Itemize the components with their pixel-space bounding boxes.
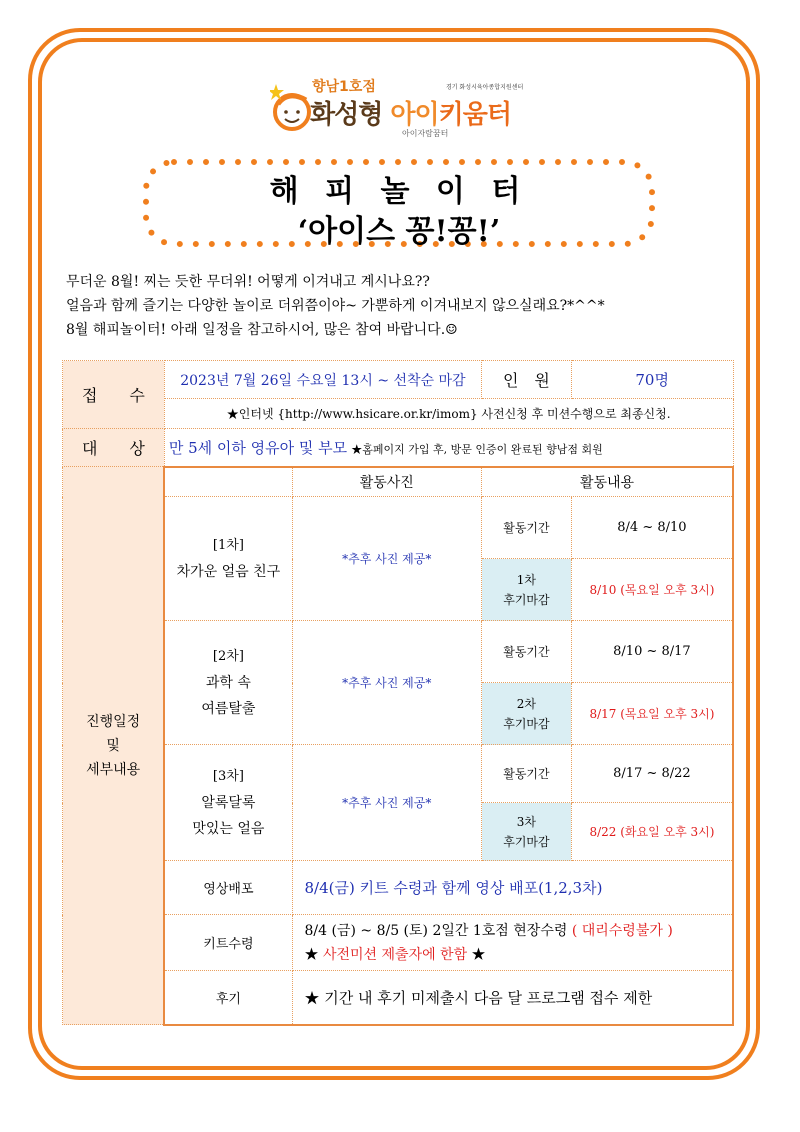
period-label: 활동기간	[482, 745, 572, 803]
kit-line-2	[305, 943, 728, 967]
logo-top-text: 향남1호점	[312, 79, 376, 95]
schedule-label	[63, 467, 165, 1025]
session-title	[164, 497, 292, 621]
kit-mission-note: 사전미션 제출자에 한함	[322, 946, 468, 963]
review-deadline-label	[482, 559, 572, 621]
star-icon: ★	[304, 946, 323, 963]
review-deadline-value: 8/22 (화요일 오후 3시)	[571, 803, 733, 861]
review-deadline-text: 후기마감	[503, 834, 550, 849]
session-photo: *추후 사진 제공*	[292, 621, 481, 745]
content-column-header: 활동내용	[482, 467, 734, 497]
logo-name	[310, 94, 511, 131]
review-round: 2차	[516, 696, 537, 711]
period-value: 8/10 ~ 8/17	[571, 621, 733, 683]
capacity-label: 인 원	[482, 361, 572, 399]
empty-header-cell	[164, 467, 292, 497]
logo-name-part1: 화성형	[310, 100, 391, 130]
reception-label: 접 수	[63, 361, 165, 429]
capacity-value: 70명	[571, 361, 733, 399]
intro-line: 8월 해피놀이터! 아래 일정을 참고하시어, 많은 참여 바랍니다.☺	[66, 322, 458, 338]
target-cell	[164, 429, 733, 467]
intro-line: 얼음과 함께 즐기는 다양한 놀이로 더위쯤이야~ 가뿐하게 이겨내보지 않으실래요?*^^*	[66, 298, 605, 314]
logo-sub-text: 아이자람꿈터	[402, 129, 449, 138]
period-value: 8/17 ~ 8/22	[571, 745, 733, 803]
session-round: [1차]	[212, 537, 244, 553]
logo-corner-text: 경기 화성시육아종합지원센터	[446, 84, 524, 91]
reception-date: 2023년 7월 26일 수요일 13시 ~ 선착순 마감	[164, 361, 481, 399]
schedule-label-line: 및	[106, 737, 120, 754]
session-round: [2차]	[212, 648, 244, 664]
title-box	[142, 158, 656, 248]
star-icon: ★	[467, 946, 486, 963]
video-value: 8/4(금) 키트 수령과 함께 영상 배포(1,2,3차)	[292, 861, 733, 915]
page-title: 해 피 놀 이 터	[269, 174, 529, 209]
review-deadline-value: 8/10 (목요일 오후 3시)	[571, 559, 733, 621]
session-name: 맛있는 얼음	[192, 820, 265, 837]
target-note: ★홈페이지 가입 후, 방문 인증이 완료된 향남점 회원	[351, 442, 603, 456]
photo-column-header: 활동사진	[292, 467, 481, 497]
logo-name-part2: 아이	[390, 100, 439, 130]
video-label: 영상배포	[164, 861, 292, 915]
logo	[270, 74, 530, 144]
session-round: [3차]	[212, 768, 244, 784]
intro-text	[66, 270, 605, 342]
target-label: 대 상	[63, 429, 165, 467]
review-rule: ★ 기간 내 후기 미제출시 다음 달 프로그램 접수 제한	[292, 971, 733, 1025]
target-value: 만 5세 이하 영유아 및 부모	[168, 438, 348, 457]
session-photo: *추후 사진 제공*	[292, 497, 481, 621]
session-name: 알록달록	[201, 794, 256, 811]
review-round: 3차	[516, 814, 537, 829]
schedule-label-line: 진행일정	[86, 713, 141, 730]
page-subtitle: ‘아이스 꽁!꽁!’	[297, 214, 501, 249]
period-label: 활동기간	[482, 621, 572, 683]
review-label: 후기	[164, 971, 292, 1025]
kit-label: 키트수령	[164, 915, 292, 971]
review-deadline-text: 후기마감	[503, 592, 550, 607]
review-round: 1차	[516, 572, 537, 587]
review-deadline-label	[482, 803, 572, 861]
kit-value	[292, 915, 733, 971]
kit-proxy-note: ( 대리수령불가 )	[571, 922, 673, 939]
smiley-face-icon	[270, 82, 314, 136]
session-photo: *추후 사진 제공*	[292, 745, 481, 861]
review-deadline-text: 후기마감	[503, 716, 550, 731]
session-name: 과학 속	[205, 674, 251, 691]
schedule-table	[62, 360, 734, 1026]
schedule-label-line: 세부내용	[86, 761, 141, 778]
period-label: 활동기간	[482, 497, 572, 559]
review-deadline-value: 8/17 (목요일 오후 3시)	[571, 683, 733, 745]
kit-line-1	[305, 919, 728, 943]
reception-note: ★인터넷 {http://www.hsicare.or.kr/imom} 사전신청 후 미션수행으로 최종신청.	[164, 399, 733, 429]
kit-pickup-dates: 8/4 (금) ~ 8/5 (토) 2일간 1호점 현장수령	[304, 922, 568, 939]
review-deadline-label	[482, 683, 572, 745]
period-value: 8/4 ~ 8/10	[571, 497, 733, 559]
intro-line: 무더운 8월! 찌는 듯한 무더위! 어떻게 이겨내고 계시나요??	[66, 274, 430, 290]
session-name: 차가운 얼음 친구	[176, 563, 281, 580]
logo-name-part3: 키움터	[438, 100, 511, 130]
session-name: 여름탈출	[201, 700, 256, 717]
session-title	[164, 621, 292, 745]
session-title	[164, 745, 292, 861]
